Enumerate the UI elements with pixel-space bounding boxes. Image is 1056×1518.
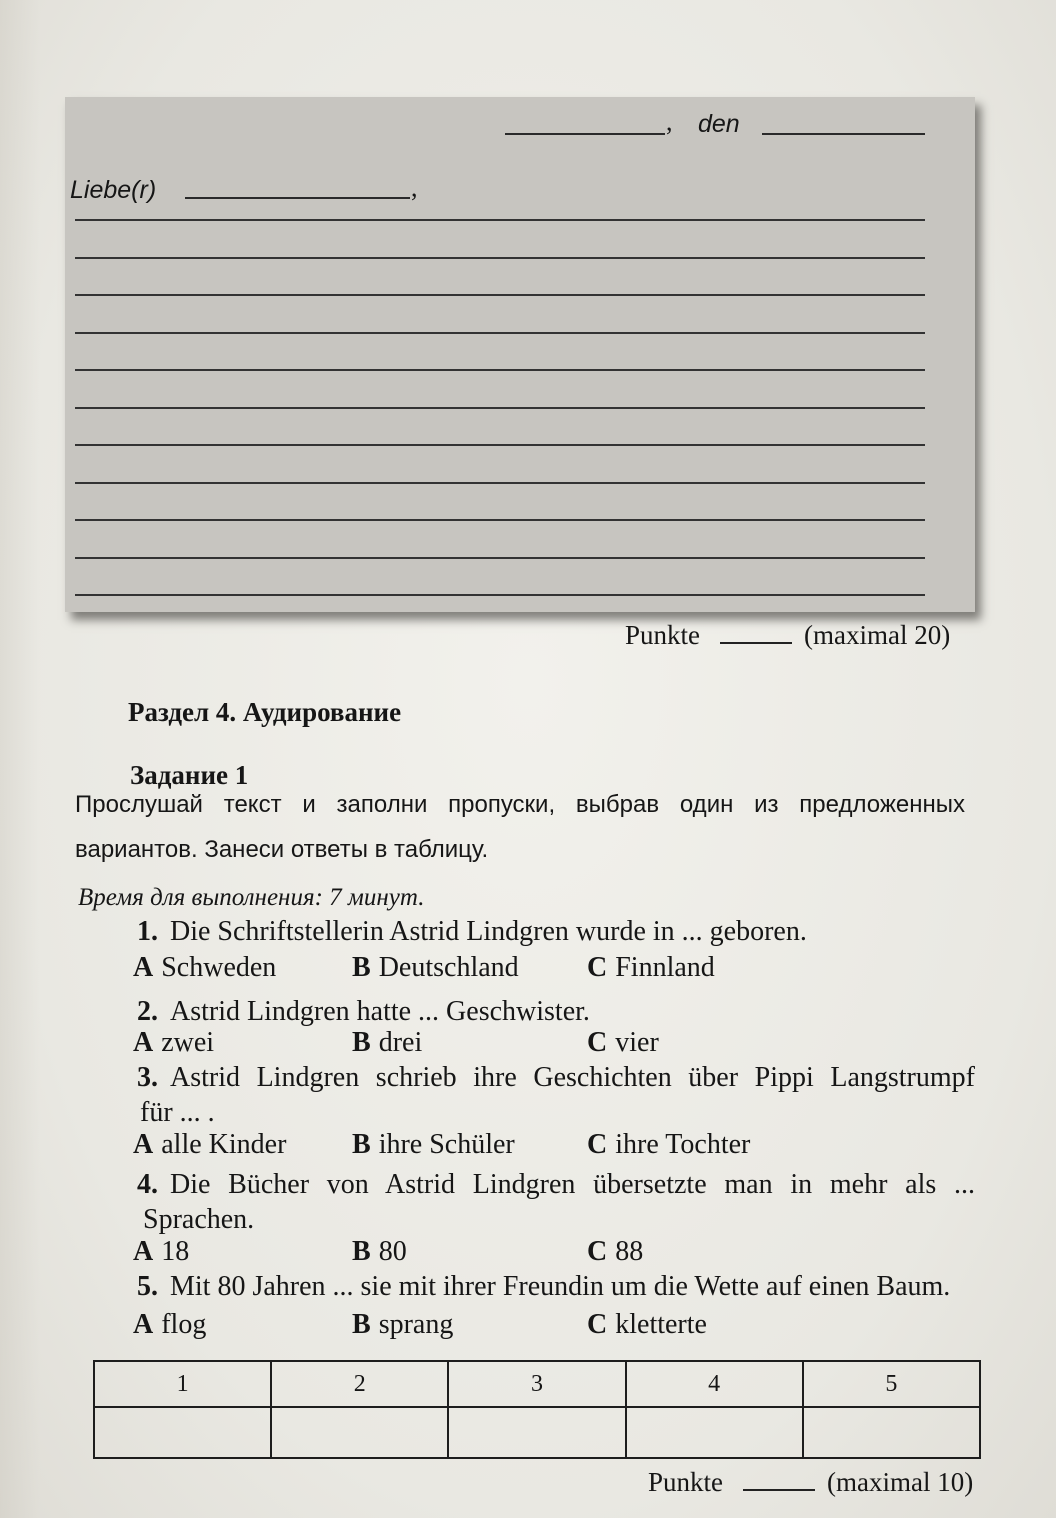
question-number: 1. <box>137 916 158 947</box>
writing-line <box>75 219 925 221</box>
option-letter: C <box>587 1129 608 1160</box>
answer-table <box>93 1360 981 1459</box>
option-text: sprang <box>378 1309 454 1340</box>
option-text: flog <box>161 1309 207 1340</box>
answer-cell <box>626 1407 803 1458</box>
writing-line <box>75 594 925 596</box>
option-text: drei <box>378 1027 423 1058</box>
listening-score <box>648 1466 973 1498</box>
option-c <box>587 1028 659 1058</box>
option-text: 80 <box>378 1236 407 1267</box>
option-text: kletterte <box>615 1309 707 1340</box>
option-b <box>352 1130 515 1160</box>
writing-line <box>75 557 925 559</box>
writing-line <box>75 332 925 334</box>
option-a <box>133 1310 206 1340</box>
score-label: Punkte <box>625 620 701 650</box>
option-c <box>587 1237 643 1267</box>
option-letter: C <box>587 952 608 983</box>
question-continuation: für ... . <box>140 1097 215 1128</box>
writing-line <box>75 294 925 296</box>
option-letter: C <box>587 1027 608 1058</box>
greeting-label: Liebe(r) <box>70 176 157 204</box>
date-comma: , <box>666 107 673 136</box>
option-c <box>587 1130 750 1160</box>
option-text: 88 <box>615 1236 644 1267</box>
score-max: (maximal 20) <box>804 620 951 650</box>
option-letter: C <box>587 1309 608 1340</box>
question-text <box>137 997 590 1027</box>
option-text: Schweden <box>161 952 277 983</box>
options-row <box>133 1130 853 1160</box>
answer-table-header-cell: 2 <box>271 1361 448 1407</box>
option-text: ihre Schüler <box>378 1129 515 1160</box>
option-c <box>587 953 715 983</box>
answer-table-header-row <box>94 1361 980 1407</box>
answer-cell <box>448 1407 625 1458</box>
option-a <box>133 1237 189 1267</box>
option-text: zwei <box>161 1027 215 1058</box>
options-row <box>133 953 853 983</box>
option-c <box>587 1310 707 1340</box>
option-letter: B <box>352 1236 371 1267</box>
writing-line <box>75 369 925 371</box>
option-letter: C <box>587 1236 608 1267</box>
question-line: Die Schriftstellerin Astrid Lindgren wurde in ... geboren. <box>170 916 807 947</box>
task-title: Задание 1 <box>130 760 249 790</box>
answer-cell <box>271 1407 448 1458</box>
option-letter: B <box>352 1027 371 1058</box>
question-number: 5. <box>137 1271 158 1302</box>
option-text: vier <box>615 1027 659 1058</box>
writing-score <box>625 619 950 651</box>
writing-line <box>75 482 925 484</box>
option-a <box>133 1130 286 1160</box>
option-a <box>133 953 276 983</box>
option-b <box>352 953 519 983</box>
writing-line <box>75 519 925 521</box>
option-letter: A <box>133 1309 154 1340</box>
option-letter: A <box>133 1027 154 1058</box>
question-line: Mit 80 Jahren ... sie mit ihrer Freundin um die Wette auf einen Baum. <box>170 1271 951 1302</box>
greeting-comma: , <box>411 173 418 202</box>
option-text: ihre Tochter <box>615 1129 751 1160</box>
option-b <box>352 1028 422 1058</box>
option-text: 18 <box>161 1236 190 1267</box>
letter-form <box>65 97 975 612</box>
question-text <box>137 1272 950 1302</box>
question-text <box>137 917 807 947</box>
answer-cell <box>803 1407 980 1458</box>
question-number: 2. <box>137 996 158 1027</box>
answer-table-header-cell: 4 <box>626 1361 803 1407</box>
writing-line <box>75 444 925 446</box>
place-blank-line <box>505 117 665 135</box>
option-text: Deutschland <box>378 952 519 983</box>
option-b <box>352 1310 453 1340</box>
options-row <box>133 1237 853 1267</box>
question-text <box>137 1063 975 1093</box>
option-a <box>133 1028 214 1058</box>
question-continuation: Sprachen. <box>143 1204 255 1235</box>
score-blank-line <box>720 641 792 644</box>
task-instruction-line-2: вариантов. Занеси ответы в таблицу. <box>75 836 489 863</box>
den-label: den <box>698 110 740 138</box>
question-line: Die Bücher von Astrid Lindgren übersetzte man in mehr als ... <box>170 1169 975 1200</box>
time-limit: Время для выполнения: 7 минут. <box>78 884 425 911</box>
option-letter: A <box>133 1129 154 1160</box>
options-row <box>133 1028 853 1058</box>
score-label: Punkte <box>648 1467 724 1497</box>
option-letter: B <box>352 952 371 983</box>
answer-table-header-cell: 5 <box>803 1361 980 1407</box>
writing-line <box>75 407 925 409</box>
greeting-name-blank-line <box>185 181 410 199</box>
options-row <box>133 1310 853 1340</box>
option-letter: B <box>352 1129 371 1160</box>
task-instruction-line-1: Прослушай текст и заполни пропуски, выбрав один из предложенных <box>75 791 965 818</box>
date-blank-line <box>762 117 925 135</box>
question-text <box>137 1170 975 1200</box>
score-blank-line <box>743 1488 815 1491</box>
question-line: Astrid Lindgren hatte ... Geschwister. <box>170 996 590 1027</box>
option-letter: A <box>133 1236 154 1267</box>
answer-table-header-cell: 3 <box>448 1361 625 1407</box>
option-letter: B <box>352 1309 371 1340</box>
option-b <box>352 1237 407 1267</box>
answer-table-header-cell: 1 <box>94 1361 271 1407</box>
option-text: Finnland <box>615 952 715 983</box>
writing-line <box>75 257 925 259</box>
answer-table-answer-row <box>94 1407 980 1458</box>
score-max: (maximal 10) <box>827 1467 974 1497</box>
section-title: Раздел 4. Аудирование <box>128 697 402 727</box>
option-text: alle Kinder <box>161 1129 287 1160</box>
question-line: Astrid Lindgren schrieb ihre Geschichten über Pippi Langstrumpf <box>170 1062 975 1093</box>
question-number: 4. <box>137 1169 158 1200</box>
question-number: 3. <box>137 1062 158 1093</box>
option-letter: A <box>133 952 154 983</box>
answer-cell <box>94 1407 271 1458</box>
